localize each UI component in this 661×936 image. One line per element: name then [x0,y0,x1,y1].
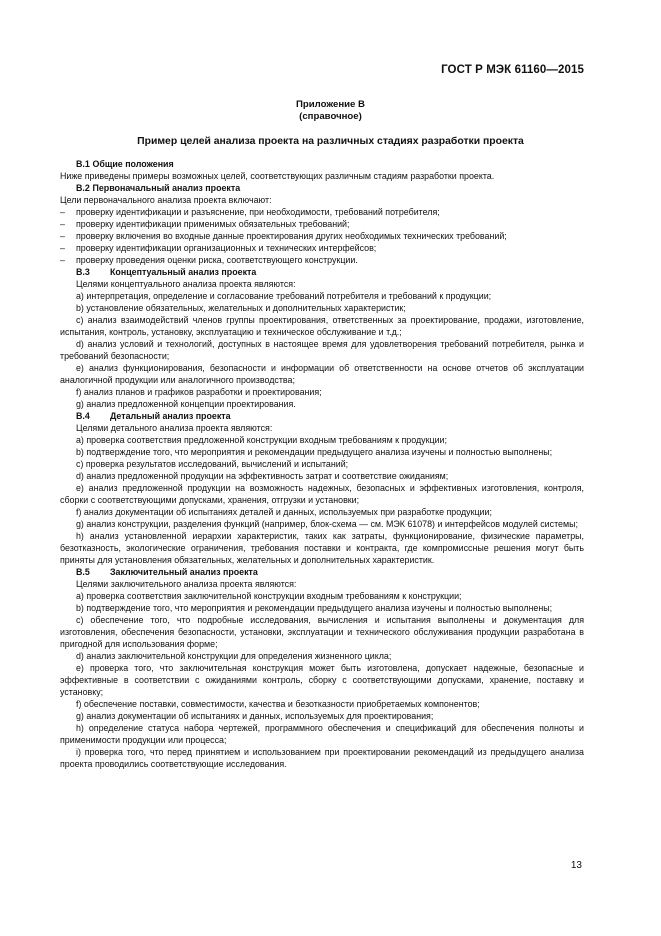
page-number: 13 [570,860,582,871]
section-heading [60,410,584,422]
list-item: е) анализ функционирования, безопасности и информации об ответственности на основе отчетов об эксплуатации аналогичной продукции или аналогичного производства; [60,362,584,385]
annex-heading [0,99,661,123]
list-item: g) анализ конструкции, разделения функций (например, блок-схема — см. МЭК 61078) и интерфейсов модулей системы; [76,518,578,529]
list-item: b) подтверждение того, что мероприятия и рекомендации предыдущего анализа изучены и полностью выполнены; [76,602,553,613]
section-number: В.3 [76,266,90,277]
section-heading [60,566,584,578]
list-item: с) анализ взаимодействий членов группы проектирования, ответственных за проектирование, продажи, изготовление, испытания, контроль, установку, эксплуатацию и техническое обслуживание и т.д.; [60,314,584,337]
list-item: g) анализ документации об испытаниях и данных, используемых для проектирования; [76,710,434,721]
list-item: d) анализ предложенной продукции на эффективность затрат и соответствие ожиданиям; [76,470,449,481]
annex-subtitle: (справочное) [299,111,362,122]
list-item: d) анализ условий и технологий, доступных в настоящее время для удовлетворения требований потребителя, рынка и требований безопасности; [60,338,584,361]
section-heading [60,182,584,194]
list-item: е) анализ предложенной продукции на возможность надежных, безопасных и эффективных изготовления, контроля, сборки с соответствующими допусками, хранения, отгрузки и установки; [60,482,584,505]
list-item: f) обеспечение поставки, совместимости, качества и безотказности приобретаемых компонентов; [76,698,480,709]
section-number: В.1 [76,158,90,169]
section-number: В.4 [76,410,90,421]
list-item: g) анализ предложенной концепции проектирования. [76,398,296,409]
list-item: а) проверка соответствия предложенной конструкции входным требованиям к продукции; [76,434,447,445]
paragraph: Ниже приведены примеры возможных целей, соответствующих различным стадиям разработки проекта. [60,170,495,181]
list-item: h) определение статуса набора чертежей, программного обеспечения и спецификаций для обеспечения полноты и применимости продукции или процесса; [60,722,584,745]
list-item: i) проверка того, что перед принятием и использованием при проектировании рекомендаций из предыдущего анализа проекта проводились соответствующие исследования. [60,746,584,769]
section-heading [60,266,584,278]
section-number: В.5 [76,566,90,577]
paragraph: Целями концептуального анализа проекта являются: [76,278,296,289]
list-item: – проверку проведения оценки риска, соответствующего конструкции. [60,254,358,265]
list-item: f) анализ документации об испытаниях деталей и данных, используемых при разработке продукции; [76,506,492,517]
section-title: Заключительный анализ проекта [110,566,258,577]
document-title: Пример целей анализа проекта на различных стадиях разработки проекта [137,136,524,147]
list-item: b) установление обязательных, желательных и дополнительных характеристик; [76,302,406,313]
list-item: – проверку идентификации и разъяснение, при необходимости, требований потребителя; [60,206,440,217]
list-item: – проверку включения во входные данные проектирования других необходимых технических требований; [60,230,507,241]
list-item: с) обеспечение того, что подробные исследования, вычисления и испытания выполнены и документация для изготовления, обеспечения безопасности, установки, эксплуатации и технического обслуживания продукции разработана в пригодной для использования форме; [60,614,584,649]
list-item: f) анализ планов и графиков разработки и проектирования; [76,386,322,397]
section-title: Общие положения [92,158,174,169]
list-item: а) интерпретация, определение и согласование требований потребителя и требований к продукции; [76,290,492,301]
list-item: h) анализ установленной иерархии характеристик, таких как затраты, функционирование, физические параметры, безотказность, экологические ограничения, требования поставки и контракта, где компромиссные решения могут быть приняты для установления обязательных, желательных и дополнительных характеристик. [60,530,584,565]
paragraph: Цели первоначального анализа проекта включают: [60,194,272,205]
annex-title: Приложение В [296,99,365,110]
list-item: d) анализ заключительной конструкции для определения жизненного цикла; [76,650,392,661]
section-heading [60,158,584,170]
paragraph: Целями заключительного анализа проекта являются: [76,578,297,589]
list-item: а) проверка соответствия заключительной конструкции входным требованиям к конструкции; [76,590,462,601]
list-item: – проверку идентификации применимых обязательных требований; [60,218,350,229]
section-number: В.2 [76,182,90,193]
section-title: Концептуальный анализ проекта [110,266,257,277]
section-title: Детальный анализ проекта [110,410,231,421]
section-title: Первоначальный анализ проекта [92,182,241,193]
document-body [60,158,584,770]
standard-designation: ГОСТ Р МЭК 61160—2015 [441,64,584,76]
list-item: b) подтверждение того, что мероприятия и рекомендации предыдущего анализа изучены и полностью выполнены; [76,446,553,457]
paragraph: Целями детального анализа проекта являются: [76,422,273,433]
list-item: е) проверка того, что заключительная конструкция может быть изготовлена, допускает надежные, безопасные и эффективные в соответствии с ожиданиями контроль, сборку с соответствующими допусками, хранение, поставку и установку; [60,662,584,697]
list-item: с) проверка результатов исследований, вычислений и испытаний; [76,458,349,469]
list-item: – проверку идентификации организационных и технических интерфейсов; [60,242,377,253]
